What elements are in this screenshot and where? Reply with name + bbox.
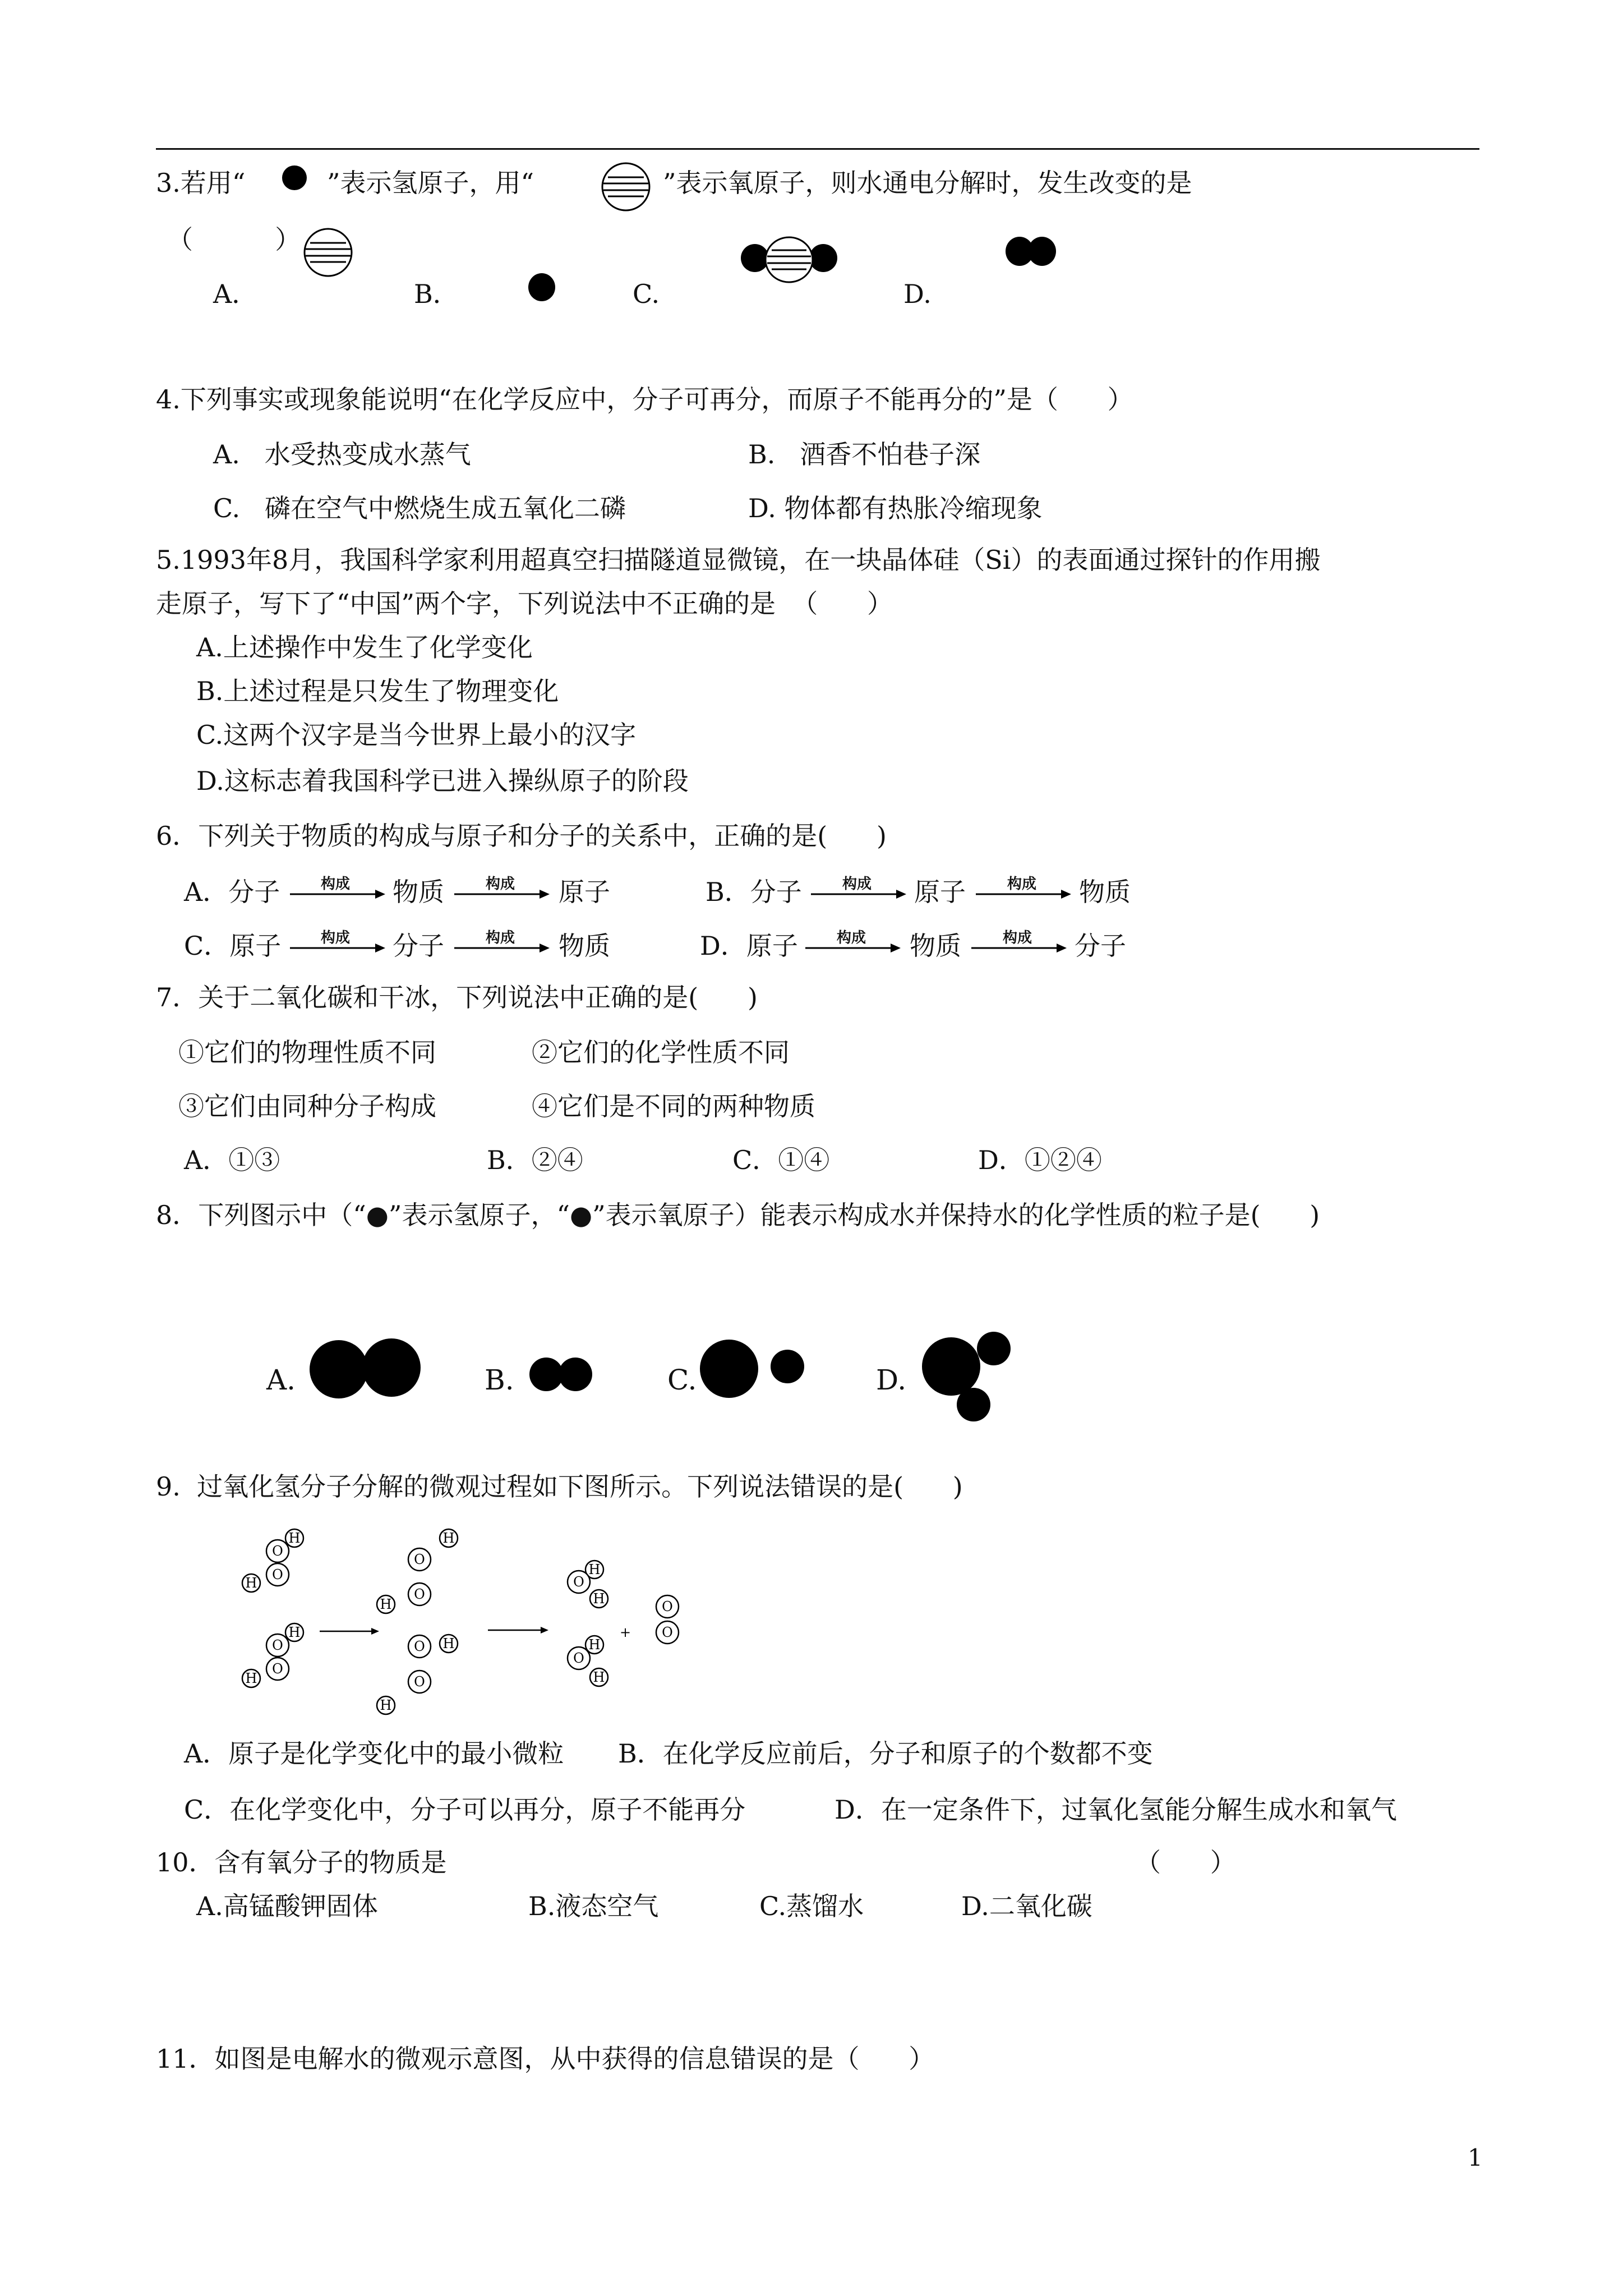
plus-sign: + [619,1625,631,1640]
atom-label-h: H [593,1669,605,1685]
q7-statement-4: ④它们是不同的两种物质 [532,1091,815,1121]
q8-option-d-molecule-icon [920,1329,1015,1425]
q4-option-a: A. 水受热变成水蒸气 [213,439,471,470]
atom-label-o: O [414,1674,425,1690]
q9-option-a: A．原子是化学变化中的最小微粒 [184,1738,564,1769]
q6-b-term1: B．分子 [706,877,802,907]
q8-option-a-molecule-icon [308,1338,426,1400]
atom-label-o: O [272,1567,283,1582]
q7-option-c: C．①④ [732,1145,830,1175]
q5-option-d: D.这标志着我国科学已进入操纵原子的阶段 [196,766,689,796]
q8-stem: 8．下列图示中（“●”表示氢原子，“●”表示氧原子）能表示构成水并保持水的化学性质的粒子是( ) [156,1200,1320,1230]
atom-label-o: O [573,1574,584,1590]
atom-label-o: O [272,1637,283,1653]
q11-stem: 11．如图是电解水的微观示意图，从中获得的信息错误的是（ ） [156,2044,935,2074]
q9-stem: 9. 过氧化氢分子分解的微观过程如下图所示。下列说法错误的是( ) [156,1471,963,1502]
q7-statement-3: ③它们由同种分子构成 [178,1091,436,1121]
q5-stem-line2: 走原子，写下了“中国”两个字，下列说法中不正确的是 （ ） [156,588,893,619]
q3-option-d: D. [903,279,932,309]
q6-b-term3: 物质 [1079,877,1131,907]
q8-option-d-label: D. [876,1364,907,1396]
q3-option-b: B． [414,279,459,309]
q6-c-term1: C．原子 [184,931,282,961]
q4-stem: 4.下列事实或现象能说明“在化学反应中，分子可再分，而原子不能再分的”是（ ） [156,384,1133,415]
q3-stem-part1: 3.若用“ [156,168,246,198]
atom-label-h: H [245,1671,257,1686]
q7-option-d: D．①②④ [978,1145,1102,1175]
q5-option-c: C.这两个汉字是当今世界上最小的汉字 [196,720,637,750]
page-number: 1 [1468,2144,1483,2171]
q6-a-term1: A．分子 [184,877,280,907]
atom-label-h: H [288,1530,301,1546]
q10-option-c: C.蒸馏水 [759,1891,864,1921]
q3-option-c: C. [633,279,660,309]
q6-b-arrow1-label: 构成 [842,876,872,892]
q6-b-term2: 原子 [914,877,966,907]
atom-label-o: O [414,1639,425,1654]
option-d-hydrogen-molecule-icon [1004,234,1060,268]
q6-a-arrow2-label: 构成 [486,876,515,892]
q6-c-term3: 物质 [559,931,610,961]
atom-label-o: O [573,1650,584,1666]
q6-d-term3: 分子 [1075,931,1126,961]
atom-label-h: H [588,1562,601,1577]
atom-label-h: H [288,1625,301,1640]
q6-d-term1: D．原子 [700,931,798,961]
q6-a-term3: 原子 [559,877,610,907]
header-rule [156,148,1479,150]
q3-stem-part3: ”表示氧原子，则水通电分解时，发生改变的是 [663,168,1192,198]
atom-label-o: O [662,1625,673,1640]
q4-option-b: B. 酒香不怕巷子深 [748,439,981,470]
q6-d-arrow2-label: 构成 [1003,930,1032,946]
q6-stem: 6．下列关于物质的构成与原子和分子的关系中，正确的是( ) [156,821,887,851]
atom-label-o: O [272,1543,283,1559]
q6-d-term2: 物质 [910,931,961,961]
atom-label-h: H [380,1596,392,1612]
q8-option-b-label: B. [485,1364,514,1396]
option-b-hydrogen-atom-icon [526,272,557,303]
q10-answer-paren: （ ） [1135,1847,1236,1878]
q7-option-a: A．①③ [184,1145,280,1175]
q9-option-d: D．在一定条件下，过氧化氢能分解生成水和氧气 [834,1795,1397,1825]
q7-option-b: B．②④ [487,1145,583,1175]
q6-c-arrow1-label: 构成 [321,930,351,946]
oxygen-atom-icon [598,162,654,212]
atom-label-h: H [380,1697,392,1713]
q4-option-c: C. 磷在空气中燃烧生成五氧化二磷 [213,493,626,523]
q8-option-c-label: C. [667,1364,697,1396]
atom-label-h: H [442,1530,455,1546]
atom-label-h: H [588,1637,601,1653]
q5-option-b: B.上述过程是只发生了物理变化 [196,676,559,706]
atom-label-h: H [442,1636,455,1651]
q7-stem: 7．关于二氧化碳和干冰，下列说法中正确的是( ) [156,982,758,1013]
q10-option-d: D.二氧化碳 [961,1891,1092,1921]
q6-b-arrow2-label: 构成 [1007,876,1037,892]
q5-option-a: A.上述操作中发生了化学变化 [196,632,533,662]
q9-option-c: C．在化学变化中，分子可以再分，原子不能再分 [184,1795,746,1825]
q7-statement-1: ①它们的物理性质不同 [178,1037,436,1068]
q8-option-c-atoms-icon [699,1337,811,1399]
atom-label-o: O [414,1586,425,1602]
atom-label-o: O [662,1599,673,1614]
option-a-oxygen-atom-icon [300,227,356,278]
q10-stem: 10．含有氧分子的物质是 [156,1847,447,1878]
q3-answer-paren: （ ） [167,224,301,255]
hydrogen-atom-icon [279,164,310,192]
q3-stem-part2: ”表示氢原子，用“ [327,168,534,198]
q7-statement-2: ②它们的化学性质不同 [532,1037,790,1068]
atom-label-h: H [245,1575,257,1591]
q9-option-b: B．在化学反应前后，分子和原子的个数都不变 [618,1738,1153,1769]
q3-option-a: A． [213,279,258,309]
q4-option-d: D. 物体都有热胀冷缩现象 [748,493,1043,523]
q6-a-term2: 物质 [393,877,444,907]
q10-option-b: B.液态空气 [528,1891,659,1921]
atom-label-h: H [593,1591,605,1607]
option-c-water-molecule-icon [738,234,840,285]
q6-c-arrow2-label: 构成 [486,930,515,946]
q6-a-arrow1-label: 构成 [321,876,351,892]
q6-d-arrow1-label: 构成 [837,930,866,946]
q8-option-a-label: A. [266,1364,296,1396]
atom-label-o: O [272,1661,283,1677]
q9-decomposition-diagram [230,1520,712,1722]
q8-option-b-molecule-icon [528,1355,596,1395]
q10-option-a: A.高锰酸钾固体 [196,1891,378,1921]
q6-c-term2: 分子 [393,931,444,961]
q5-stem-line1: 5.1993年8月，我国科学家利用超真空扫描隧道显微镜，在一块晶体硅（Si）的表面通过探针的作用搬 [156,545,1321,575]
atom-label-o: O [414,1552,425,1567]
